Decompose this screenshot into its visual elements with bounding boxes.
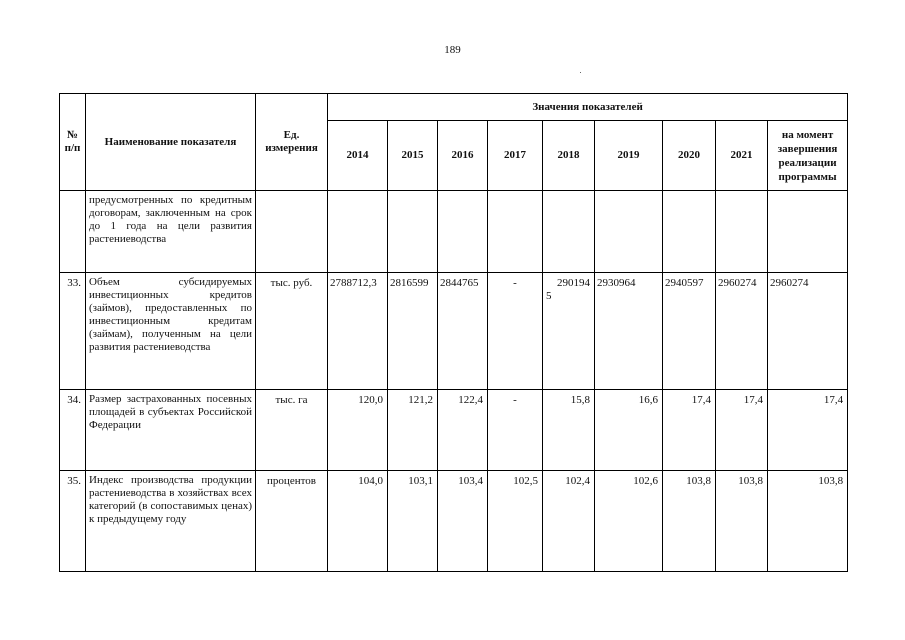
header-year-2021: 2021	[716, 121, 768, 191]
row-value-2018	[543, 191, 595, 273]
header-year-2019: 2019	[595, 121, 663, 191]
row-value-2020: 17,4	[663, 390, 716, 471]
header-unit: Ед. измерения	[256, 94, 328, 191]
header-num: № п/п	[60, 94, 86, 191]
scan-speck	[580, 72, 581, 73]
row-value-2017: 102,5	[488, 471, 543, 572]
row-value-2021: 17,4	[716, 390, 768, 471]
row-value-2021	[716, 191, 768, 273]
row-value-2018-main: 290194	[557, 277, 590, 289]
row-unit: тыс. га	[256, 390, 328, 471]
row-value-2015: 2816599	[388, 273, 438, 390]
row-value-2016: 122,4	[438, 390, 488, 471]
row-value-2017	[488, 191, 543, 273]
header-year-2020: 2020	[663, 121, 716, 191]
row-name: Индекс производства продукции растениеводства в хозяйствах всех категорий (в сопоставимых ценах) к предыдущему году	[86, 471, 256, 572]
indicators-table	[59, 93, 848, 572]
row-value-2016	[438, 191, 488, 273]
row-unit: процентов	[256, 471, 328, 572]
table-row-33	[60, 273, 848, 390]
header-moment: на момент завершения реализации программы	[768, 121, 848, 191]
header-year-2015: 2015	[388, 121, 438, 191]
row-value-2016: 103,4	[438, 471, 488, 572]
row-num: 33.	[60, 273, 86, 390]
row-name: предусмотренных по кредитным договорам, заключенным на срок до 1 года на цели развития растениеводства	[86, 191, 256, 273]
table-row-35	[60, 471, 848, 572]
page-number: 189	[444, 44, 461, 56]
row-value-moment: 2960274	[768, 273, 848, 390]
row-value-2017: -	[488, 390, 543, 471]
row-value-2019: 2930964	[595, 273, 663, 390]
row-unit	[256, 191, 328, 273]
row-value-2018-wrap: 5	[546, 290, 552, 302]
header-values-group: Значения показателей	[328, 94, 848, 121]
row-num: 34.	[60, 390, 86, 471]
row-value-moment: 17,4	[768, 390, 848, 471]
row-value-2017: -	[488, 273, 543, 390]
row-value-2020	[663, 191, 716, 273]
row-value-2014: 2788712,3	[328, 273, 388, 390]
header-year-2016: 2016	[438, 121, 488, 191]
row-num	[60, 191, 86, 273]
row-value-2018: 15,8	[543, 390, 595, 471]
row-value-moment	[768, 191, 848, 273]
row-value-2018	[543, 273, 595, 390]
row-num: 35.	[60, 471, 86, 572]
header-year-2014: 2014	[328, 121, 388, 191]
row-name: Размер застрахованных посевных площадей в субъектах Российской Федерации	[86, 390, 256, 471]
row-value-2018: 102,4	[543, 471, 595, 572]
row-value-2020: 103,8	[663, 471, 716, 572]
row-value-2021: 103,8	[716, 471, 768, 572]
row-name: Объем субсидируемых инвестиционных кредитов (займов), предоставленных по инвестиционным кредитам (займам), полученным на цели развития растениеводства	[86, 273, 256, 390]
row-value-2014	[328, 191, 388, 273]
row-value-2015	[388, 191, 438, 273]
row-value-2015: 103,1	[388, 471, 438, 572]
table-row-34	[60, 390, 848, 471]
row-value-2014: 120,0	[328, 390, 388, 471]
row-value-2019: 16,6	[595, 390, 663, 471]
row-value-2014: 104,0	[328, 471, 388, 572]
header-year-2017: 2017	[488, 121, 543, 191]
row-value-2019: 102,6	[595, 471, 663, 572]
row-value-2015: 121,2	[388, 390, 438, 471]
row-value-2019	[595, 191, 663, 273]
header-year-2018: 2018	[543, 121, 595, 191]
row-unit: тыс. руб.	[256, 273, 328, 390]
table-row-continuation	[60, 191, 848, 273]
row-value-moment: 103,8	[768, 471, 848, 572]
row-value-2020: 2940597	[663, 273, 716, 390]
row-value-2021: 2960274	[716, 273, 768, 390]
row-value-2016: 2844765	[438, 273, 488, 390]
header-name: Наименование показателя	[86, 94, 256, 191]
